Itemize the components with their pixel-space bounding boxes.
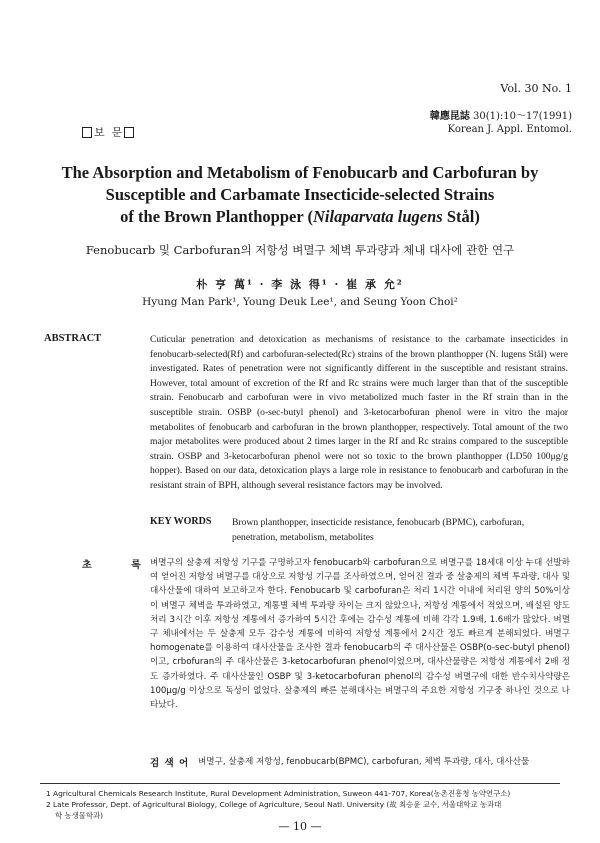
authors-korean: 朴 亨 萬¹ · 李 泳 得¹ · 崔 承 允² xyxy=(196,278,404,291)
footnote-2-continued: 학 농생물학과) xyxy=(55,811,104,820)
korean-abstract-text: 벼멸구의 살충제 저항성 기구를 구명하고자 fenobucarb와 carbofuran으로 벼멸구를 18세대 이상 누대 선발하여 얻어진 저항성 벼멸구를 대상으로 저항성 기구를 조사하였으며, 얻어진 결과 중 살충제의 체벽 투과량, 대사 및 대사산물에 대하여 보고하고자 한다. Fenobucarb 및 carbofuran은 처리 1시간 이내에 처리된 양의 50%이상이 벼멸구 체벽을 투과하였고, 계통별 체벽 투과량 차이는 크지 않았으나, 저항성 계통에서 적었으며, 배설된 양도 처리 3시간 이후 저항성 계통에서 증가하여 5시간 후에는 감수성 계통에 비해 각각 1.9배, 1.6배가 많았다. 벼멸구 체내에서는 두 살충제 모두 감수성 계통에 비하여 저항성 계통에서 2시간 정도 빠르게 분해되었다. 벼멸구 homogenate를 이용하여 대사산물을 조사한 결과 fenobucarb의 주 대사산물은 OSBP(o-sec-butyl phenol)이고, crbofuran의 주 대사산물은 3-ketocarbofuran phenol이었으며, 대사산물량은 저항성 계통에서 2배 정도 증가하였다. 주 대사산물인 OSBP 및 3-ketocarbofuran phenol의 감수성 벼멸구에 대한 반수치사약량은 100μg/g 이상으로 독성이 없었다. 살충제의 빠른 분해대사는 벼멸구의 주요한 저항성 기구중 하나인 것으로 나타났다. xyxy=(150,558,571,711)
title-line-2: Susceptible and Carbamate Insecticide-selected Strains xyxy=(105,185,495,204)
title-line-3 xyxy=(40,206,560,228)
title-line-3-suffix: Stål) xyxy=(442,207,480,226)
journal-name-korean: 韓應昆誌 xyxy=(429,111,470,122)
korean-keywords-label: 검 색 어 xyxy=(150,758,190,769)
authors-english: Hyung Man Park¹, Young Deuk Lee¹, and Seung Yoon Choi² xyxy=(142,296,458,308)
section-label xyxy=(82,124,134,140)
footnotes xyxy=(46,788,570,821)
paper-title xyxy=(40,162,560,228)
species-name: Nilaparvata lugens xyxy=(312,207,443,226)
korean-keywords-text: 벼멸구, 살충제 저항성, fenobucarb(BPMC), carbofuran, 체벽 투과량, 대사, 대사산물 xyxy=(198,757,530,767)
page-number: — 10 — xyxy=(278,820,322,833)
journal-ref: 30(1):10～17(1991) xyxy=(473,111,572,122)
footnote-1: 1 Agricultural Chemicals Research Institute, Rural Development Administration, Suweon 441-707, Korea(농촌진흥청 농약연구소) xyxy=(46,789,511,798)
journal-citation xyxy=(430,110,572,136)
keywords-text: Brown planthopper, insecticide resistance, fenobucarb (BPMC), carbofuran, penetration, metabolism, metabolites xyxy=(232,517,525,543)
box-icon xyxy=(124,127,134,138)
volume-label: Vol. 30 No. 1 xyxy=(500,82,572,95)
keywords-label: KEY WORDS xyxy=(150,516,212,527)
box-icon xyxy=(82,127,92,138)
title-line-1: The Absorption and Metabolism of Fenobucarb and Carbofuran by xyxy=(61,163,539,182)
footnote-2: 2 Late Professor, Dept. of Agricultural Biology, College of Agriculture, Seoul Natl. University (故 최승윤 교수, 서울대학교 농과대 xyxy=(46,800,502,809)
title-line-3-prefix: of the Brown Planthopper ( xyxy=(120,207,313,226)
korean-abstract-label: 초 록 xyxy=(82,560,159,571)
footnote-divider xyxy=(40,783,560,784)
korean-title: Fenobucarb 및 Carbofuran의 저항성 벼멸구 체벽 투과량과 체내 대사에 관한 연구 xyxy=(85,243,515,257)
section-label-text: 보 문 xyxy=(94,126,123,139)
abstract-text: Cuticular penetration and detoxication as mechanisms of resistance to the carbamate insecticides in fenobucarb-selected(Rf) and carbofuran-selected(Rc) strains of the brown planthopper (N. lugens Stål) were investigated. Rates of penetration were not significantly different in the susceptible and resistant strains. However, total amount of excretion of the Rf and Rc strains were much larger than that of the susceptible strain. Fenobucarb and carbofuran were in vivo metabolized much faster in the Rf strain than in the susceptible strain. OSBP (o-sec-butyl phenol) and 3-ketocarbofuran phenol were in vitro the major metabolites of fenobucarb and carbofuran in the brown planthopper, respectively. Total amount of the two major metabolites were produced about 2 times larger in the Rf and Rc strains compared to the susceptible strain. OSBP and 3-ketocarbofuran phenol were not so toxic to the brown planthopper (LD50 100μg/g hopper). Based on our data, detoxication plays a large role in resistance to fenobucarb and carbofuran in the resistant strain of BPH, although several resistance factors may be involved. xyxy=(150,334,568,491)
abstract-label: ABSTRACT xyxy=(44,333,102,344)
journal-name-english: Korean J. Appl. Entomol. xyxy=(447,124,572,135)
